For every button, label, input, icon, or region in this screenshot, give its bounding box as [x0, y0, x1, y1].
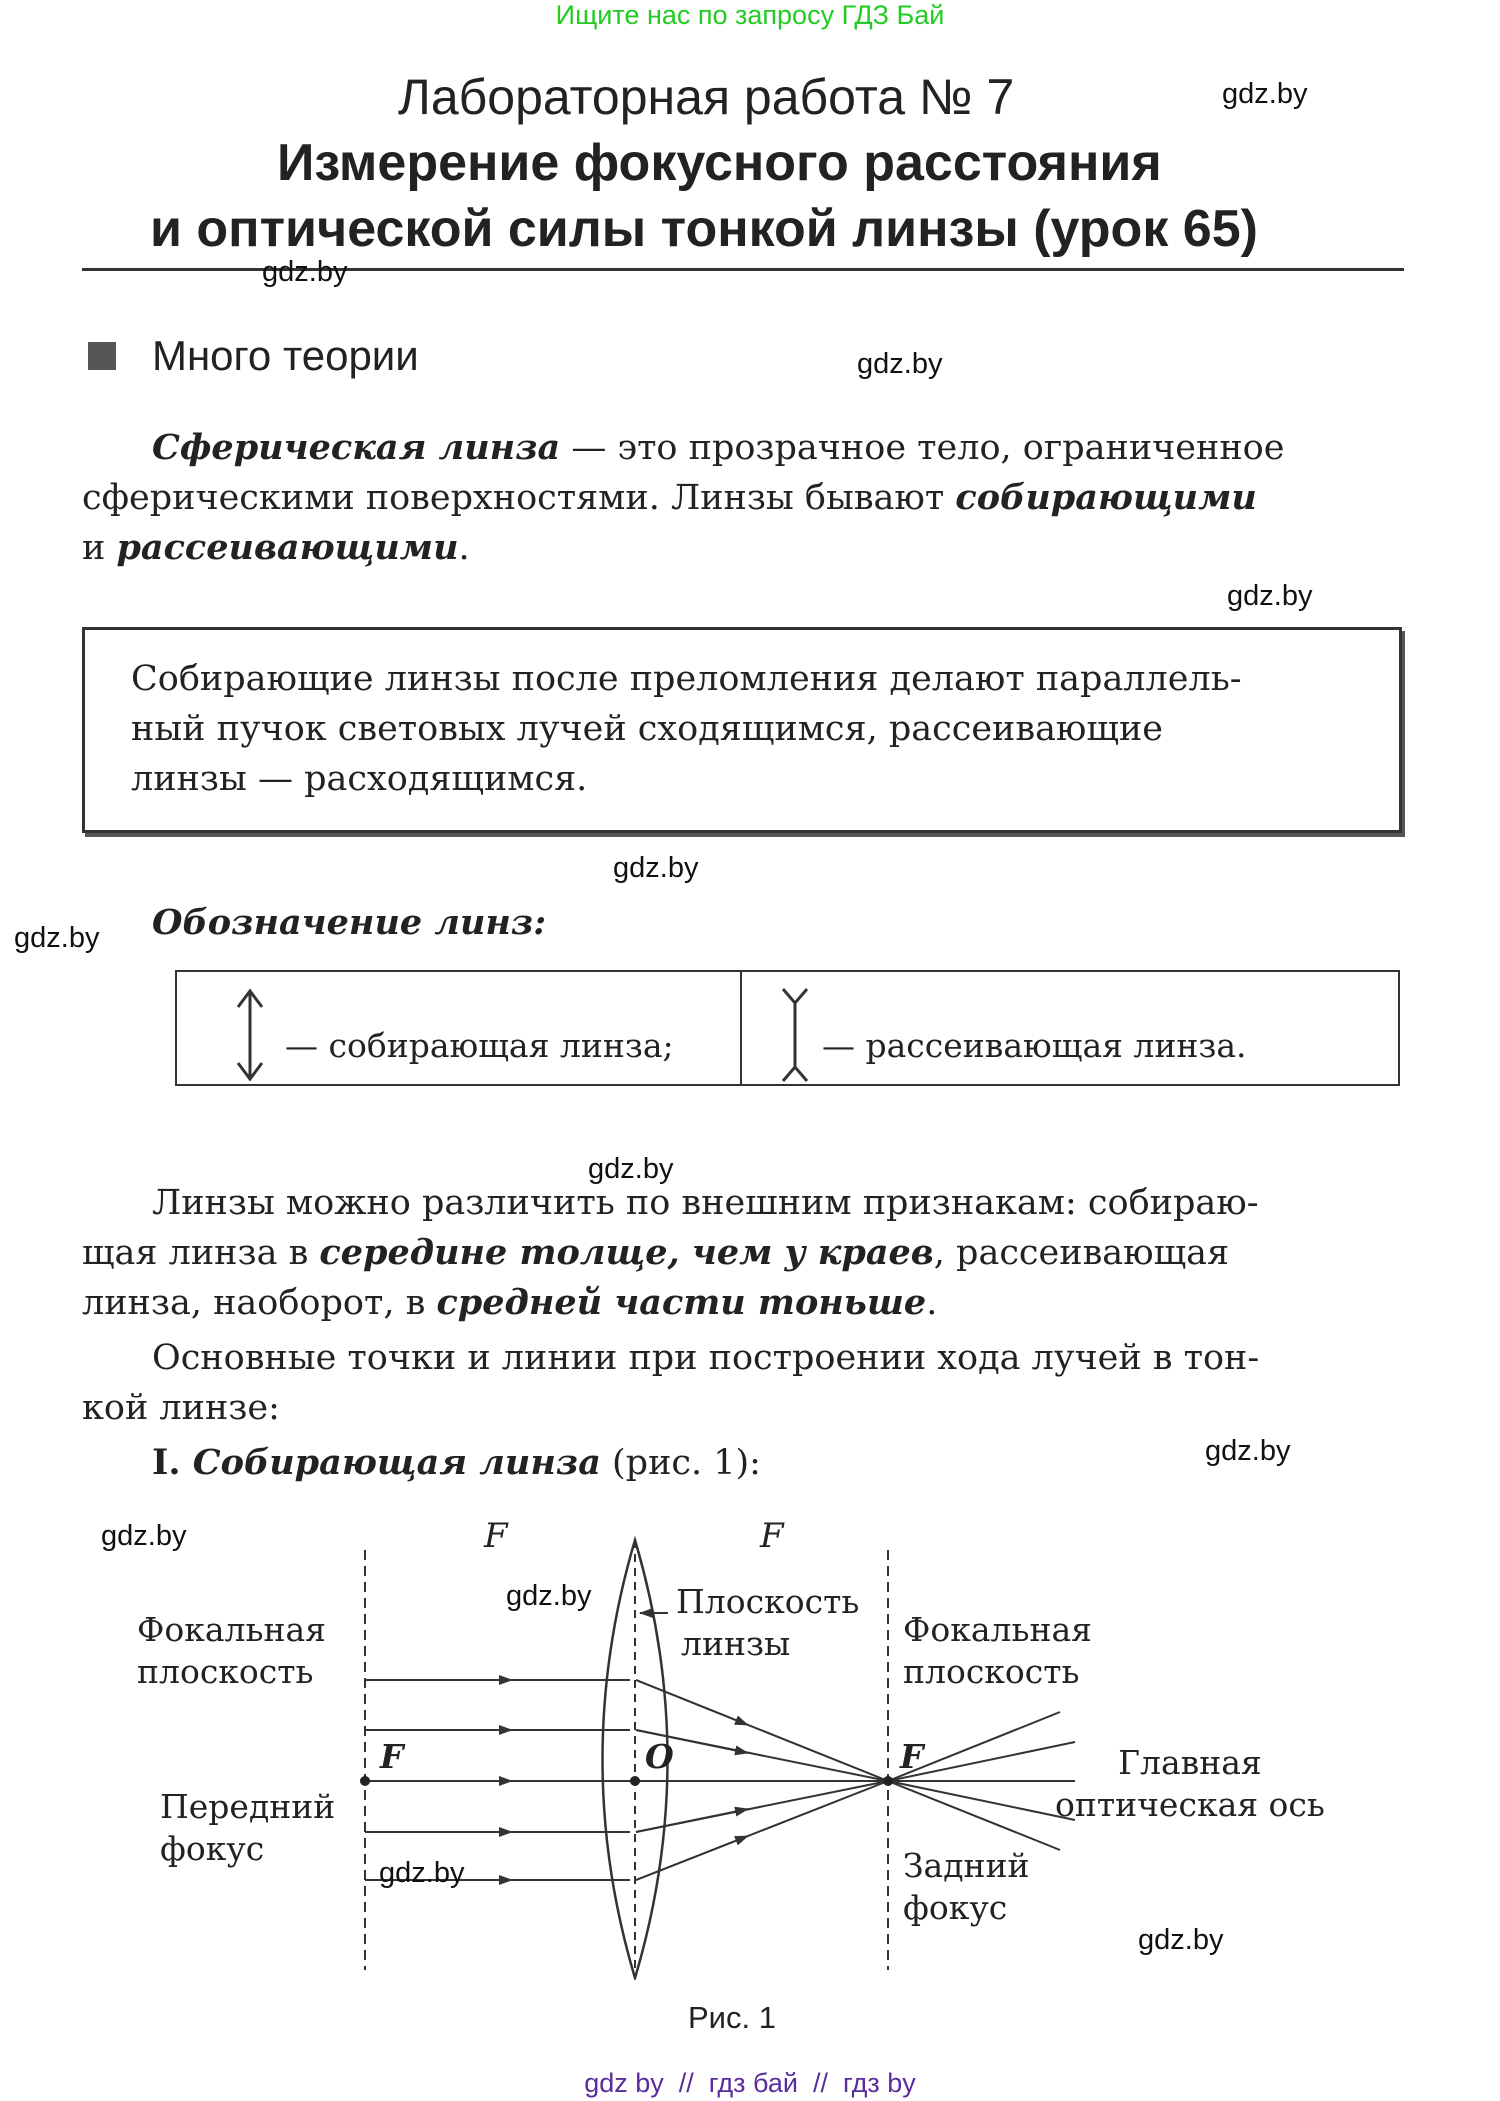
distinguish-line-1: Линзы можно различить по внешним признакам: собираю-	[152, 1183, 1259, 1223]
label-O: O	[645, 1737, 674, 1776]
item-number: I.	[152, 1442, 193, 1483]
callout-line-2: ный пучок световых лучей сходящимся, рассеивающие	[131, 709, 1163, 749]
definition-text: .	[458, 528, 470, 568]
figure-caption: Рис. 1	[688, 2000, 776, 2035]
label-line: Фокальная	[137, 1610, 326, 1649]
converging-lens-icon	[225, 985, 275, 1085]
point-F-left	[360, 1776, 370, 1786]
label-F-left: F	[380, 1737, 404, 1776]
label-line: Передний	[160, 1787, 336, 1826]
watermark: gdz.by	[1138, 1924, 1224, 1956]
watermark: gdz.by	[1205, 1435, 1291, 1467]
callout-box	[82, 627, 1402, 833]
label-line: плоскость	[903, 1652, 1080, 1691]
definition-line-1	[152, 423, 1402, 473]
title-line-1: Измерение фокусного расстояния	[277, 134, 1162, 192]
distinguish-text: .	[926, 1283, 938, 1323]
term-converging: собирающими	[955, 477, 1257, 518]
converging-label: — собирающая линза;	[285, 1026, 674, 1065]
definition-continuation	[82, 473, 1402, 573]
section-marker-icon	[88, 342, 116, 370]
watermark: gdz.by	[262, 256, 348, 288]
callout-line-3: линзы — расходящимся.	[131, 759, 588, 799]
distinguish-text: линза, наоборот, в	[82, 1283, 437, 1323]
definition-text: и	[82, 528, 117, 568]
lab-title: Лабораторная работа № 7	[398, 69, 1015, 125]
label-line: Задний	[903, 1846, 1030, 1885]
label-line: плоскость	[137, 1652, 314, 1691]
watermark: gdz.by	[14, 922, 100, 954]
label-focal-plane-left	[137, 1609, 326, 1693]
label-line: фокус	[903, 1888, 1008, 1927]
definition-line-3	[82, 523, 1402, 573]
label-line: оптическая ось	[1055, 1785, 1325, 1824]
point-O	[630, 1776, 640, 1786]
term-diverging: рассеивающими	[116, 527, 459, 568]
watermark: gdz.by	[1222, 78, 1308, 110]
section-heading: Много теории	[152, 332, 419, 379]
top-banner: Ищите нас по запросу ГДЗ Бай	[555, 0, 945, 30]
basics-line-2: кой линзе:	[82, 1388, 280, 1428]
distinguish-text: , рассеивающая	[933, 1233, 1230, 1273]
watermark: gdz.by	[613, 852, 699, 884]
label-F-right: F	[900, 1737, 924, 1776]
page-title	[150, 130, 1350, 262]
distinguish-line-2	[82, 1228, 1412, 1278]
refracted-ray-arrow	[636, 1680, 748, 1725]
diverging-ray	[888, 1781, 1075, 1820]
watermark: gdz.by	[588, 1153, 674, 1185]
term-thinner-middle: средней части тоньше	[436, 1282, 927, 1323]
figure-converging-lens	[0, 1500, 1500, 1980]
distinguish-paragraph	[82, 1228, 1412, 1328]
definition-text: сферическими поверхностями. Линзы бывают	[82, 478, 956, 518]
term-thicker-middle: середине толще, чем у краев	[319, 1232, 934, 1273]
diverging-label: — рассеивающая линза.	[822, 1026, 1247, 1065]
watermark: gdz.by	[1227, 580, 1313, 612]
term-spherical-lens: Сферическая линза	[152, 427, 561, 468]
refracted-ray-arrow	[636, 1836, 748, 1880]
definition-text: — это прозрачное тело, ограниченное	[560, 428, 1285, 468]
label-line: фокус	[160, 1829, 265, 1868]
label-line: Главная	[1118, 1743, 1262, 1782]
watermark: gdz.by	[506, 1580, 592, 1612]
label-F-top-right: F	[760, 1516, 784, 1556]
watermark: gdz.by	[857, 348, 943, 380]
diverging-ray	[888, 1781, 1060, 1850]
term-converging-lens: Собирающая линза	[192, 1442, 601, 1483]
title-line-2: и оптической силы тонкой линзы (урок 65)	[150, 200, 1258, 258]
definition-line-2	[82, 473, 1402, 523]
label-lens-plane	[676, 1581, 859, 1665]
diverging-lens-icon	[770, 985, 820, 1085]
basics-item	[152, 1438, 761, 1488]
distinguish-text: щая линза в	[82, 1233, 320, 1273]
definition-paragraph	[152, 423, 1402, 473]
basics-line-1: Основные точки и линии при построении хода лучей в тон-	[152, 1338, 1260, 1378]
point-F-right	[883, 1776, 893, 1786]
label-front-focus	[160, 1786, 335, 1870]
label-focal-plane-right	[903, 1609, 1092, 1693]
distinguish-line-3	[82, 1278, 1412, 1328]
label-line: линзы	[681, 1624, 791, 1663]
notation-heading: Обозначение линз:	[152, 902, 547, 943]
bottom-banner: gdz by // гдз бай // гдз by	[584, 2068, 916, 2098]
notation-divider	[740, 970, 742, 1086]
watermark: gdz.by	[101, 1520, 187, 1552]
label-line: Плоскость	[676, 1582, 860, 1621]
item-text: (рис. 1):	[600, 1443, 761, 1483]
refracted-ray-arrow	[636, 1809, 748, 1832]
label-line: Фокальная	[903, 1610, 1092, 1649]
watermark: gdz.by	[379, 1857, 465, 1889]
label-F-top-left: F	[484, 1516, 508, 1556]
callout-line-1: Собирающие линзы после преломления делают параллель-	[131, 659, 1242, 699]
label-back-focus	[903, 1845, 1030, 1929]
label-main-axis	[1055, 1742, 1325, 1826]
